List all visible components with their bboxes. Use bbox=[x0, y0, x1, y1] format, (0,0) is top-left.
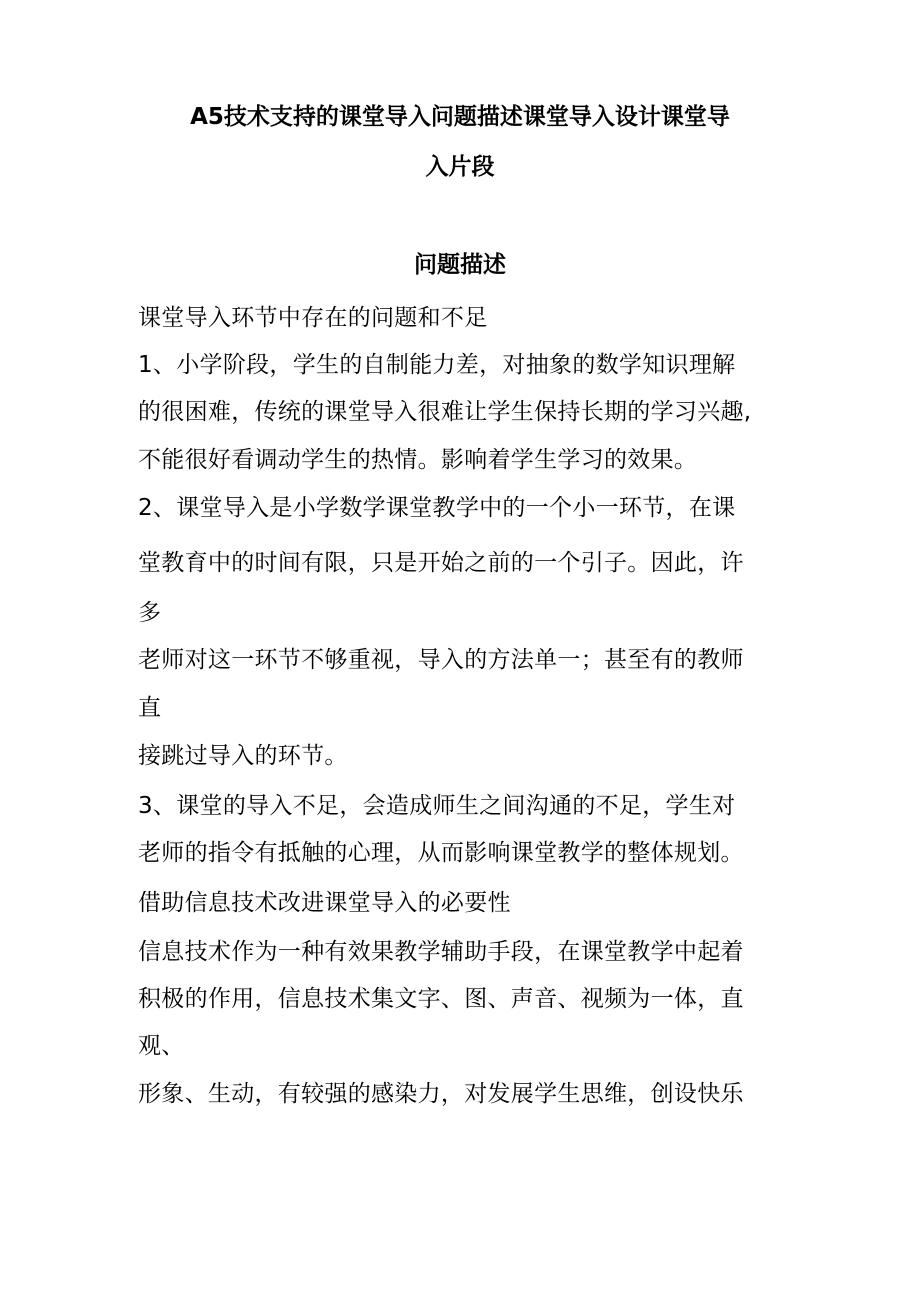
subheading-necessity: 借助信息技术改进课堂导入的必要性 bbox=[138, 890, 511, 916]
paragraph-line: 老师的指令有抵触的心理，从而影响课堂教学的整体规划。 bbox=[138, 840, 744, 866]
subheading-problems: 课堂导入环节中存在的问题和不足 bbox=[138, 305, 488, 331]
paragraph-line: 的很困难，传统的课堂导入很难让学生保持长期的学习兴趣, bbox=[138, 399, 752, 425]
paragraph-line: 信息技术作为一种有效果教学辅助手段，在课堂教学中起着 bbox=[138, 939, 744, 965]
document-title-line-1: A5技术支持的课堂导入问题描述课堂导入设计课堂导 bbox=[190, 104, 730, 130]
document-title-line-2: 入片段 bbox=[425, 154, 495, 180]
paragraph-line: 1、小学阶段，学生的自制能力差，对抽象的数学知识理解 bbox=[138, 352, 736, 378]
paragraph-line: 多 bbox=[138, 600, 162, 626]
paragraph-line: 直 bbox=[138, 695, 162, 721]
paragraph-line: 不能很好看调动学生的热情。影响着学生学习的效果。 bbox=[138, 447, 698, 473]
paragraph-line: 堂教育中的时间有限，只是开始之前的一个引子。因此，许 bbox=[138, 550, 744, 576]
paragraph-line: 3、课堂的导入不足，会造成师生之间沟通的不足，学生对 bbox=[138, 793, 736, 819]
paragraph-line: 积极的作用，信息技术集文字、图、声音、视频为一体，直 bbox=[138, 986, 744, 1012]
section-heading: 问题描述 bbox=[414, 252, 506, 278]
paragraph-line: 2、课堂导入是小学数学课堂教学中的一个小一环节，在课 bbox=[138, 495, 736, 521]
paragraph-line: 形象、生动，有较强的感染力，对发展学生思维，创设快乐 bbox=[138, 1081, 744, 1107]
paragraph-line: 接跳过导入的环节。 bbox=[138, 743, 348, 769]
paragraph-line: 老师对这一环节不够重视，导入的方法单一；甚至有的教师 bbox=[138, 647, 744, 673]
paragraph-line: 观、 bbox=[138, 1033, 185, 1059]
